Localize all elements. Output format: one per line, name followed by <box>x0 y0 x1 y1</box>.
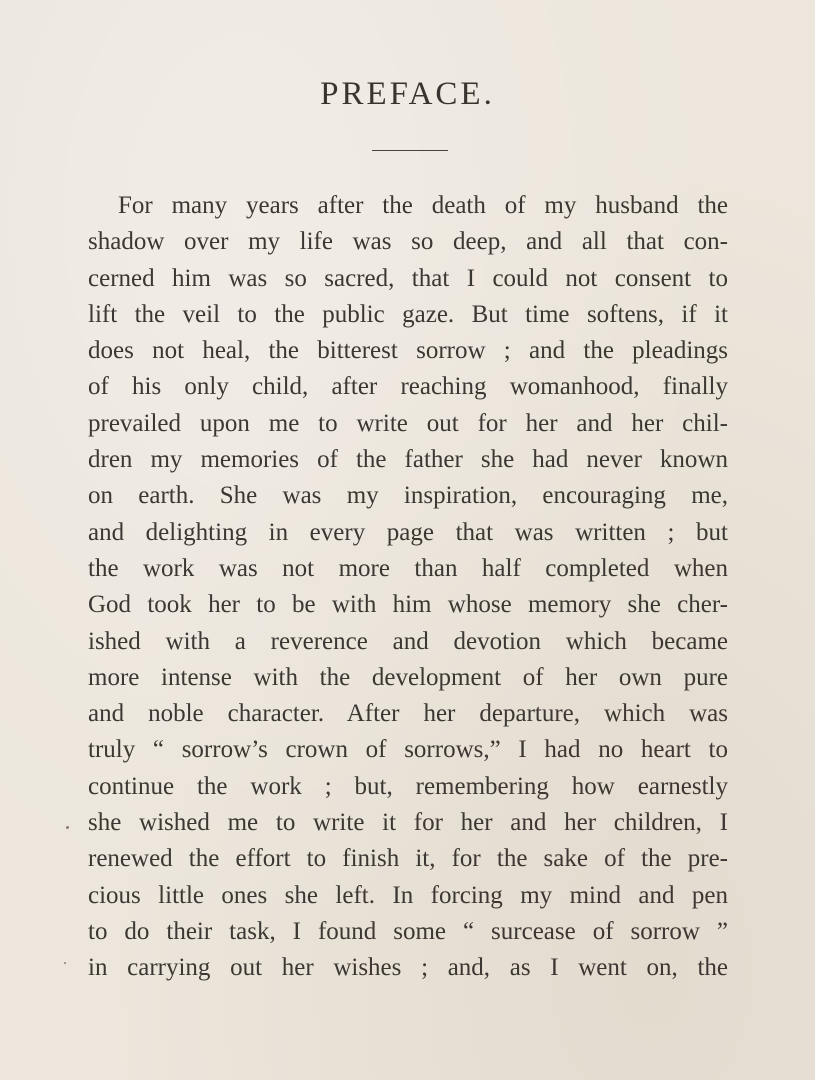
preface-body <box>88 188 728 987</box>
text-line: truly “ sorrow’s crown of sorrows,” I had no heart to <box>88 736 728 764</box>
text-line: renewed the effort to finish it, for the sake of the pre- <box>88 845 728 873</box>
paper-speck <box>64 962 66 964</box>
text-line: more intense with the development of her own pure <box>88 663 728 691</box>
text-line: and noble character. After her departure, which was <box>88 700 728 728</box>
text-line: in carrying out her wishes ; and, as I went on, the <box>88 954 728 982</box>
text-line: prevailed upon me to write out for her and her chil- <box>88 409 728 437</box>
text-line: and delighting in every page that was written ; but <box>88 518 728 546</box>
text-line: shadow over my life was so deep, and all that con- <box>88 228 728 256</box>
text-line: to do their task, I found some “ surcease of sorrow ” <box>88 917 728 945</box>
text-line: God took her to be with him whose memory she cher- <box>88 591 728 619</box>
text-line: continue the work ; but, remembering how earnestly <box>88 772 728 800</box>
paper-speck <box>66 826 69 829</box>
text-line: lift the veil to the public gaze. But time softens, if it <box>88 300 728 328</box>
text-line: on earth. She was my inspiration, encouraging me, <box>88 482 728 510</box>
text-line: dren my memories of the father she had never known <box>88 446 728 474</box>
text-line: the work was not more than half completed when <box>88 554 728 582</box>
text-line: she wished me to write it for her and her children, I <box>88 809 728 837</box>
text-line: cerned him was so sacred, that I could not consent to <box>88 264 728 292</box>
text-line: ished with a reverence and devotion which became <box>88 627 728 655</box>
text-line: of his only child, after reaching womanhood, finally <box>88 373 728 401</box>
title-divider <box>372 150 448 151</box>
text-line: does not heal, the bitterest sorrow ; and the pleadings <box>88 337 728 365</box>
page-title: PREFACE. <box>320 76 495 112</box>
text-line: cious little ones she left. In forcing my mind and pen <box>88 881 728 909</box>
text-line: For many years after the death of my husband the <box>118 192 728 219</box>
